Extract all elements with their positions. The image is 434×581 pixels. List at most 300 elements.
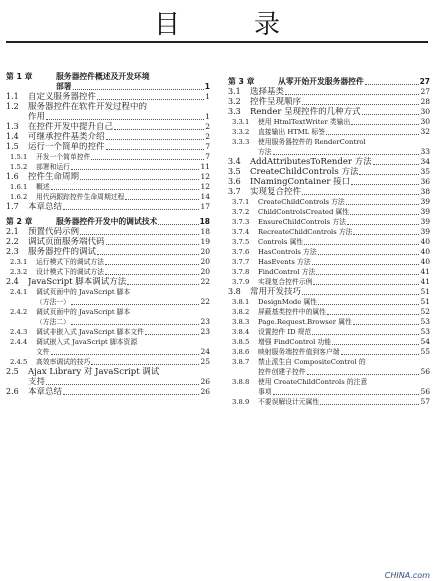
toc-entry-page: 7 [205,152,210,161]
toc-entry-number: 第 2 章 [6,217,33,226]
toc-leader-dots [51,189,200,190]
toc-entry-title: 控件生命周期 [28,172,80,182]
toc-entry[interactable] [228,117,430,127]
toc-entry-number: 3.7.5 [232,238,250,246]
toc-entry[interactable] [228,267,430,277]
toc-entry-page: 7 [205,142,210,151]
toc-left-column [6,72,210,397]
toc-leader-dots [91,364,199,365]
toc-entry-page: 36 [420,177,430,186]
toc-entry[interactable] [6,102,210,112]
toc-entry-page: 28 [420,97,430,106]
toc-entry-title: 调试页面服务端代码 [28,237,105,247]
toc-leader-dots [91,159,204,160]
toc-leader-dots [106,244,200,245]
toc-entry-number: 3.2 [228,97,241,106]
toc-entry[interactable] [228,147,430,157]
toc-entry-page: 38 [420,187,430,196]
toc-entry-page: 1 [204,82,210,91]
toc-entry-title: HasEvents 方法 [258,258,311,266]
toc-entry-title: 使用 HtmlTextWriter 类输出 [258,118,351,126]
toc-leader-dots [285,94,419,95]
toc-leader-dots [353,324,420,325]
toc-leader-dots [347,224,420,225]
toc-entry[interactable] [6,297,210,307]
toc-entry-title: 控件呈现顺序 [250,97,302,107]
toc-entry-number: 3.1 [228,87,241,96]
toc-entry-number: 1.6 [6,172,19,181]
toc-entry[interactable] [6,347,210,357]
toc-entry[interactable] [228,227,430,237]
toc-entry-title: 在控件开发中提升自己 [28,122,114,132]
toc-entry-number: 2.3 [6,247,19,256]
toc-entry-page: 39 [420,207,430,216]
toc-entry-page: 53 [420,317,430,326]
toc-entry-title: 开发一个简单控件 [36,153,91,161]
toc-entry-number: 2.3.2 [10,268,28,276]
toc-entry-page: 18 [200,227,210,236]
toc-entry[interactable] [228,107,430,117]
toc-entry[interactable] [6,92,210,102]
toc-entry-title: 禁止派生自 CompositeControl 的 [258,358,366,366]
toc-leader-dots [318,304,419,305]
toc-entry-number: 3.8.6 [232,348,250,356]
toc-leader-dots [46,384,199,385]
toc-entry-number: 3.8.9 [232,398,250,406]
toc-entry[interactable] [228,287,430,297]
toc-entry-title: 不要误解设计元属性 [258,398,320,406]
toc-entry[interactable] [6,367,210,377]
toc-entry[interactable] [228,127,430,137]
toc-entry-title: HasControls 方法 [258,248,317,256]
toc-entry[interactable] [6,357,210,367]
toc-entry[interactable] [228,87,430,97]
toc-entry[interactable] [228,187,430,197]
toc-entry-title: 用代码跟踪控件生命周期过程 [36,193,125,201]
toc-entry-number: 1.1 [6,92,19,101]
toc-entry-page: 20 [200,247,210,256]
toc-entry-title: 服务器控件概述及开发环境 [56,72,150,81]
toc-entry-title: 可继承控件基类介绍 [28,132,105,142]
toc-leader-dots [326,134,419,135]
toc-entry[interactable] [228,207,430,217]
toc-entry-title: 屏蔽基类控件中的属性 [258,308,326,316]
toc-leader-dots [71,304,199,305]
toc-entry-title: FindControl 方法 [258,268,316,276]
toc-entry[interactable] [228,247,430,257]
toc-leader-dots [327,314,419,315]
toc-entry-number: 第 3 章 [228,77,255,86]
toc-entry-number: 1.5.1 [10,153,28,161]
toc-entry-number: 2.3.1 [10,258,28,266]
toc-entry-number: 2.4 [6,277,19,286]
page-title: 目 录 [153,10,304,40]
toc-entry-number: 1.2 [6,102,19,111]
title-divider [6,41,428,43]
toc-entry-page: 26 [200,377,210,386]
toc-entry-page: 57 [420,397,430,406]
toc-entry-page: 34 [420,157,430,166]
toc-leader-dots [362,114,420,115]
toc-entry-page: 24 [200,347,210,356]
toc-leader-dots [106,149,205,150]
toc-entry-title: 文件 [36,348,50,356]
toc-leader-dots [320,404,419,405]
toc-entry-page: 14 [200,192,210,201]
toc-entry[interactable] [6,287,210,297]
toc-entry[interactable] [6,132,210,142]
toc-entry[interactable] [228,397,430,407]
toc-entry-page: 2 [205,122,210,131]
toc-entry[interactable] [6,317,210,327]
toc-entry[interactable] [228,257,430,267]
toc-entry-page: 1 [205,112,210,121]
toc-leader-dots [125,199,199,200]
toc-leader-dots [302,194,419,195]
toc-entry-title: JavaScript 脚本调试方法 [28,277,127,287]
toc-entry[interactable] [6,377,210,387]
toc-entry[interactable] [228,77,430,87]
toc-entry-number: 3.3.1 [232,118,250,126]
toc-entry-page: 39 [420,197,430,206]
toc-entry-page: 20 [200,257,210,266]
toc-entry-title: 实现复合控件示例 [258,278,313,286]
toc-entry-number: 2.5 [6,367,19,376]
toc-entry-title: 服务器控件在软件开发过程中的 [28,102,148,112]
toc-entry-title: AddAttributesToRender 方法 [250,157,372,167]
toc-entry-number: 3.8 [228,287,241,296]
toc-entry-title: 高效率调试的技巧 [36,358,91,366]
toc-entry-page: 1 [205,92,210,101]
toc-entry-page: 55 [420,347,430,356]
toc-entry-page: 40 [420,247,430,256]
toc-entry[interactable] [6,217,210,227]
toc-leader-dots [313,284,419,285]
toc-leader-dots [114,129,204,130]
toc-entry-page: 12 [200,182,210,191]
toc-entry-title: 支持 [28,377,46,387]
toc-leader-dots [127,284,199,285]
toc-entry-title: 部署 [56,82,72,91]
toc-entry-number: 2.4.1 [10,288,28,296]
toc-entry-page: 35 [420,167,430,176]
toc-leader-dots [359,174,419,175]
toc-entry-title: 自定义服务器控件 [28,92,97,102]
toc-entry-title: （方法一） [36,298,70,306]
toc-entry[interactable] [6,337,210,347]
toc-entry-title: 映射服务端控件值到客户端 [258,348,340,356]
toc-entry-title: 部署和运行 [36,163,70,171]
toc-leader-dots [373,164,420,165]
toc-entry[interactable] [6,182,210,192]
toc-entry[interactable] [228,317,430,327]
toc-entry-title: 使用 CreateChildControls 的注意 [258,378,368,386]
toc-entry-number: 3.7.3 [232,218,250,226]
toc-entry[interactable] [6,277,210,287]
toc-entry-page: 40 [420,257,430,266]
toc-entry-number: 3.8.8 [232,378,250,386]
toc-leader-dots [105,274,199,275]
toc-entry-page: 18 [199,217,210,226]
toc-entry-page: 51 [420,287,430,296]
toc-entry-page: 12 [200,172,210,181]
toc-entry-number: 3.7.8 [232,268,250,276]
toc-entry-page: 22 [200,277,210,286]
toc-entry-title: 从零开始开发服务器控件 [278,77,364,86]
toc-entry-page: 26 [200,387,210,396]
toc-entry[interactable] [6,202,210,212]
toc-leader-dots [273,154,420,155]
toc-leader-dots [273,394,420,395]
toc-leader-dots [316,274,419,275]
toc-entry-number: 1.6.2 [10,193,28,201]
toc-entry-page: 17 [200,202,210,211]
toc-entry-title: EnsureChildControls 方法 [258,218,346,226]
toc-entry-title: 服务器控件的调试 [28,247,97,257]
toc-entry-page: 25 [200,357,210,366]
toc-entry-title: 调试页面中的 JavaScript 脚本 [36,288,131,296]
watermark: CHINA.com [384,571,430,580]
toc-leader-dots [106,139,205,140]
toc-leader-dots [51,354,200,355]
toc-entry-title: 常用开发技巧 [250,287,302,297]
toc-leader-dots [105,264,199,265]
toc-entry-title: 设计模式下的调试方法 [36,268,104,276]
toc-entry-title: Page.Request.Browser 属性 [258,318,352,326]
toc-leader-dots [351,124,419,125]
toc-leader-dots [350,214,419,215]
toc-entry[interactable] [6,82,210,92]
toc-leader-dots [73,89,204,90]
toc-entry[interactable] [228,137,430,147]
toc-leader-dots [80,179,199,180]
toc-entry-title: 直接输出 HTML 标签 [258,128,326,136]
toc-entry-page: 30 [420,117,430,126]
toc-leader-dots [341,354,420,355]
toc-leader-dots [145,334,200,335]
toc-entry-number: 2.4.4 [10,338,28,346]
toc-entry-title: 方法 [258,148,272,156]
toc-entry-number: 3.5 [228,167,241,176]
toc-entry-title: 运行模式下的调试方法 [36,258,104,266]
toc-entry-number: 2.4.3 [10,328,28,336]
toc-entry-page: 40 [420,237,430,246]
toc-entry[interactable] [228,197,430,207]
toc-entry[interactable] [228,367,430,377]
toc-leader-dots [312,264,420,265]
toc-entry-title: Render 呈现控件的几种方式 [250,107,361,117]
toc-entry-page: 33 [420,147,430,156]
toc-entry-title: 使用服务器控件的 RenderControl [258,138,366,146]
toc-entry-title: 概述 [36,183,50,191]
toc-entry[interactable] [6,162,210,172]
toc-entry[interactable] [6,307,210,317]
toc-entry[interactable] [6,237,210,247]
toc-entry[interactable] [6,172,210,182]
toc-entry-page: 11 [200,162,210,171]
toc-entry[interactable] [6,152,210,162]
toc-entry[interactable] [6,247,210,257]
toc-entry[interactable] [6,142,210,152]
toc-entry[interactable] [6,72,210,82]
toc-leader-dots [318,254,420,255]
toc-entry[interactable] [228,327,430,337]
toc-entry-page: 30 [420,107,430,116]
toc-entry-title: CreateChildControls 方法 [250,167,359,177]
toc-entry-title: INamingContainer 接口 [250,177,351,187]
toc-entry[interactable] [228,347,430,357]
toc-entry-title: 调试嵌入式 JavaScript 脚本资源 [36,338,138,346]
toc-entry-number: 3.4 [228,157,241,166]
toc-entry-number: 3.7.6 [232,248,250,256]
toc-leader-dots [365,84,419,85]
toc-entry-page: 56 [420,367,430,376]
toc-leader-dots [302,294,419,295]
toc-entry-number: 3.7.4 [232,228,250,236]
toc-entry-title: RecreateChildControls 方法 [258,228,353,236]
toc-entry-number: 1.3 [6,122,19,131]
toc-entry[interactable] [228,277,430,287]
toc-entry[interactable] [6,327,210,337]
toc-entry-title: 本章总结 [28,202,63,212]
toc-leader-dots [312,334,419,335]
toc-entry-number: 3.7 [228,187,241,196]
toc-entry[interactable] [228,377,430,387]
toc-entry-title: 运行一个简单的控件 [28,142,105,152]
toc-entry-number: 1.5 [6,142,19,151]
toc-entry-title: 调试非嵌入式 JavaScript 脚本文件 [36,328,144,336]
toc-entry-page: 51 [420,297,430,306]
toc-entry[interactable] [228,167,430,177]
toc-entry[interactable] [228,297,430,307]
toc-entry-title: 控件创建子控件 [258,368,306,376]
toc-leader-dots [304,244,419,245]
toc-entry-title: 调试页面中的 JavaScript 脚本 [36,308,131,316]
toc-entry-title: Controls 属性 [258,238,304,246]
toc-entry-number: 3.8.1 [232,298,250,306]
toc-entry-title: 预置代码示例 [28,227,80,237]
toc-leader-dots [353,234,419,235]
toc-entry[interactable] [228,157,430,167]
toc-leader-dots [302,104,419,105]
toc-entry-page: 52 [420,307,430,316]
toc-entry-number: 3.3 [228,107,241,116]
toc-entry-number: 2.6 [6,387,19,396]
toc-entry[interactable] [6,112,210,122]
toc-entry-number: 3.8.2 [232,308,250,316]
toc-entry-number: 3.3.3 [232,138,250,146]
toc-entry-page: 20 [200,267,210,276]
toc-entry[interactable] [228,237,430,247]
toc-entry-title: 服务器控件开发中的调试技术 [56,217,158,226]
toc-entry-number: 2.4.2 [10,308,28,316]
toc-entry-page: 39 [420,227,430,236]
toc-entry-number: 第 1 章 [6,72,33,81]
toc-entry-title: ChildControlsCreated 属性 [258,208,350,216]
toc-leader-dots [46,119,204,120]
toc-entry[interactable] [6,387,210,397]
toc-entry-title: 实现复合控件 [250,187,302,197]
toc-entry-page: 2 [205,132,210,141]
toc-entry-page: 41 [420,267,430,276]
toc-leader-dots [307,374,420,375]
toc-leader-dots [346,204,420,205]
toc-leader-dots [71,169,199,170]
toc-entry-title: （方法二） [36,318,70,326]
toc-entry-page: 27 [420,87,430,96]
toc-entry-title: 作用 [28,112,46,122]
toc-entry-title: CreateChildControls 方法 [258,198,345,206]
toc-entry[interactable] [228,307,430,317]
toc-entry-number: 3.7.7 [232,258,250,266]
toc-leader-dots [97,99,204,100]
toc-entry-title: 增强 FindControl 功能 [258,338,332,346]
toc-entry[interactable] [228,217,430,227]
toc-entry-number: 3.8.5 [232,338,250,346]
toc-entry-number: 1.5.2 [10,163,28,171]
toc-entry-page: 22 [200,297,210,306]
toc-entry-title: 选择基类 [250,87,285,97]
toc-entry-page: 19 [200,237,210,246]
toc-entry-page: 54 [420,337,430,346]
toc-entry[interactable] [228,177,430,187]
toc-entry-number: 2.1 [6,227,19,236]
toc-entry[interactable] [6,267,210,277]
toc-entry-page: 39 [420,217,430,226]
toc-entry-number: 3.7.2 [232,208,250,216]
toc-leader-dots [80,234,199,235]
toc-entry-number: 2.2 [6,237,19,246]
toc-entry[interactable] [6,122,210,132]
toc-entry-page: 53 [420,327,430,336]
toc-right-column [228,72,430,407]
toc-entry-number: 3.3.2 [232,128,250,136]
toc-entry-number: 3.6 [228,177,241,186]
toc-entry[interactable] [228,357,430,367]
toc-entry[interactable] [228,97,430,107]
toc-entry[interactable] [6,192,210,202]
toc-leader-dots [63,394,199,395]
toc-entry[interactable] [6,257,210,267]
toc-entry-number: 3.8.4 [232,328,250,336]
toc-entry-number: 1.6.1 [10,183,28,191]
toc-entry-number: 3.8.7 [232,358,250,366]
toc-entry-page: 56 [420,387,430,396]
toc-entry-title: 设置控件 ID 规范 [258,328,312,336]
toc-entry-number: 2.4.5 [10,358,28,366]
toc-entry-number: 3.8.3 [232,318,250,326]
toc-entry-title: 事项 [258,388,272,396]
toc-entry-title: Ajax Library 对 JavaScript 调试 [28,367,160,377]
toc-leader-dots [71,324,199,325]
toc-entry-title: DesignMode 属性 [258,298,318,306]
toc-entry-number: 3.7.1 [232,198,250,206]
toc-entry-number: 1.4 [6,132,19,141]
toc-leader-dots [332,344,419,345]
toc-entry-page: 23 [200,317,210,326]
toc-leader-dots [97,254,199,255]
toc-entry-title: 本章总结 [28,387,63,397]
toc-leader-dots [63,209,199,210]
toc-entry[interactable] [6,227,210,237]
toc-leader-dots [351,184,419,185]
toc-leader-dots [158,224,198,225]
toc-entry[interactable] [228,337,430,347]
toc-entry-page: 32 [420,127,430,136]
toc-entry-number: 3.7.9 [232,278,250,286]
toc-entry[interactable] [228,387,430,397]
toc-entry-page: 41 [420,277,430,286]
